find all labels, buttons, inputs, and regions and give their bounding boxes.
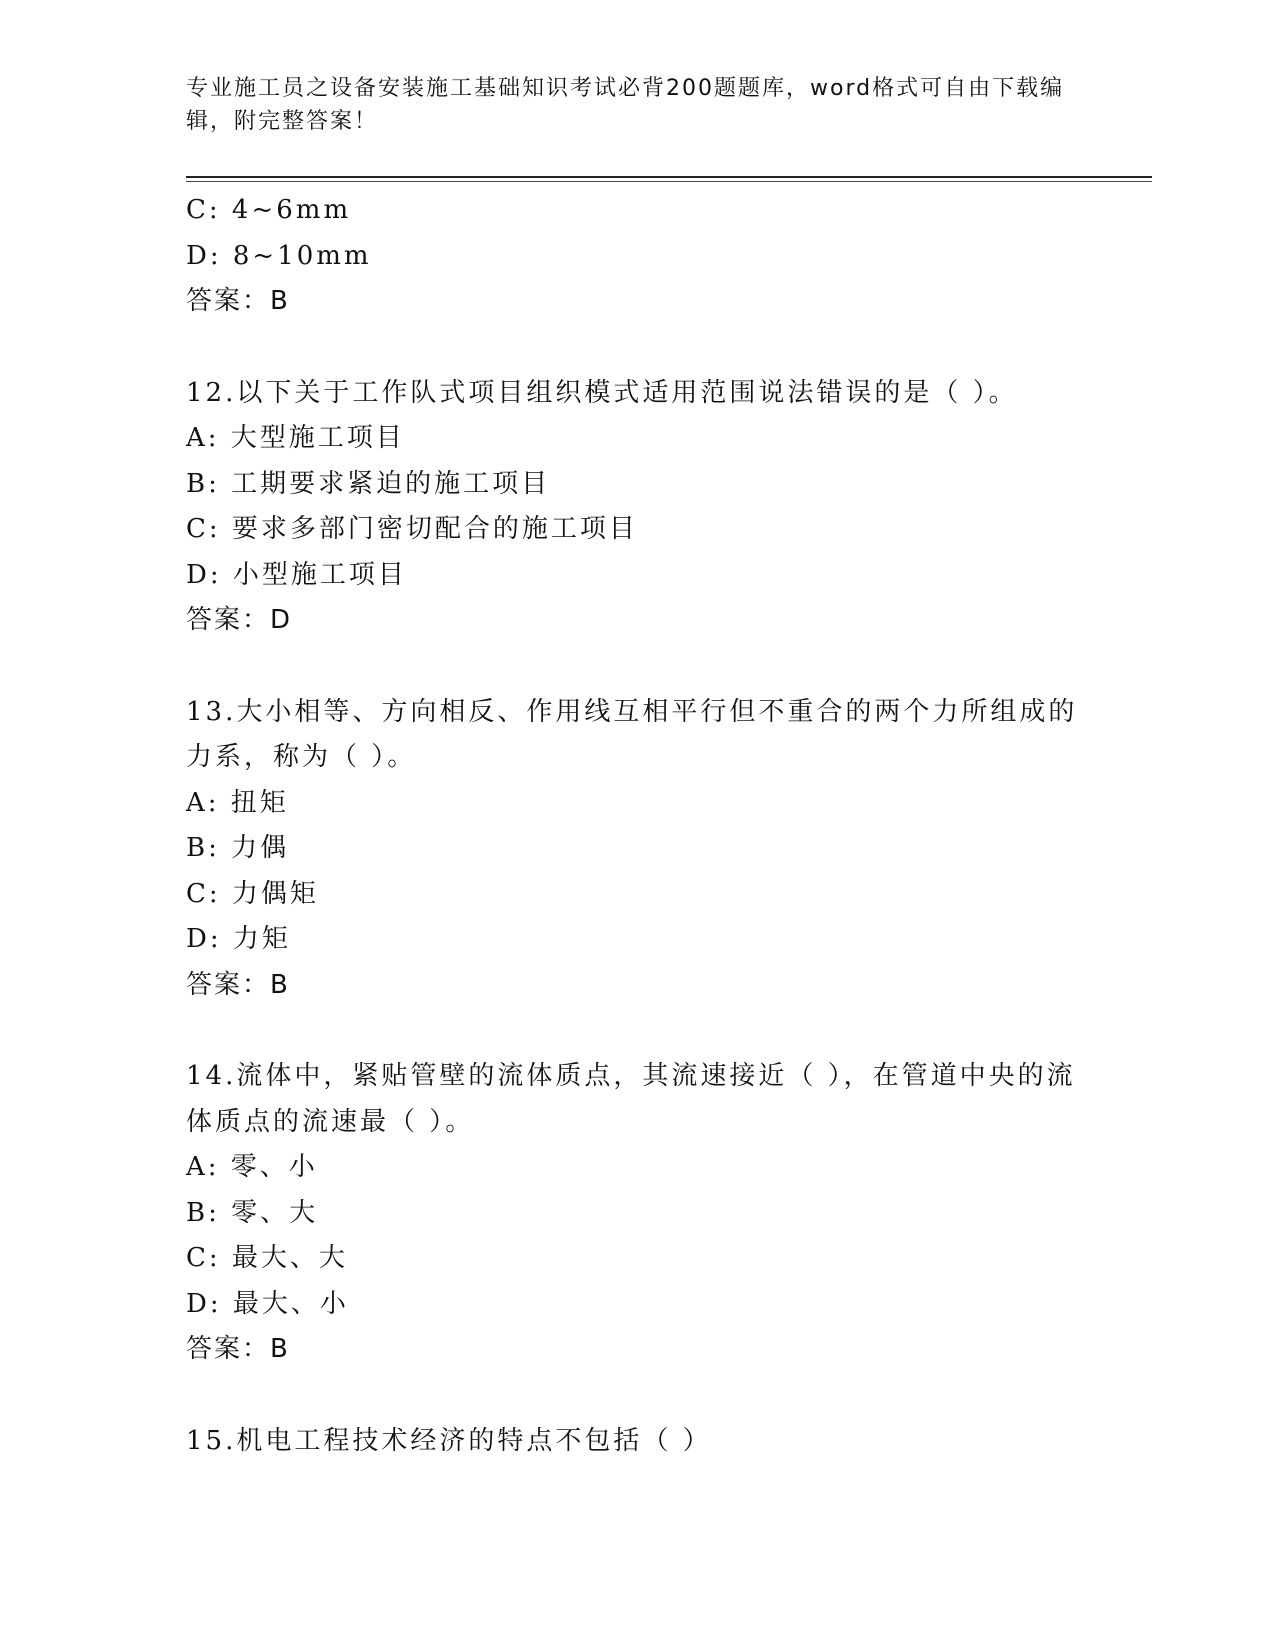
answer-line: 答案：D bbox=[186, 605, 293, 635]
question-stem: 15.机电工程技术经济的特点不包括（ ） bbox=[186, 1425, 712, 1456]
option-b: B: 工期要求紧迫的施工项目 bbox=[186, 468, 551, 499]
question-stem: 14.流体中，紧贴管壁的流体质点，其流速接近（ ），在管道中央的流体质点的流速最（ ）。 bbox=[186, 1061, 1076, 1137]
option-a: A: 零、小 bbox=[186, 1152, 318, 1182]
question-12 bbox=[186, 371, 1086, 644]
spacer bbox=[186, 325, 1086, 371]
spacer bbox=[186, 644, 1086, 690]
spacer bbox=[186, 1008, 1086, 1054]
option-d: D: 8~10mm bbox=[186, 240, 372, 271]
option-d: D: 小型施工项目 bbox=[186, 559, 407, 590]
question-14 bbox=[186, 1054, 1086, 1373]
header-divider-thin bbox=[186, 181, 1152, 182]
question-11-continued bbox=[186, 188, 1086, 325]
page-header-title: 专业施工员之设备安装施工基础知识考试必背200题题库，word格式可自由下载编辑，附完整答案！ bbox=[186, 76, 1065, 134]
option-d: D: 最大、小 bbox=[186, 1288, 349, 1319]
option-c: C: 要求多部门密切配合的施工项目 bbox=[186, 514, 638, 544]
question-stem: 12.以下关于工作队式项目组织模式适用范围说法错误的是（ ）。 bbox=[186, 377, 1018, 408]
answer-line: 答案：B bbox=[186, 1334, 290, 1364]
option-a: A: 大型施工项目 bbox=[186, 423, 405, 453]
spacer bbox=[186, 1373, 1086, 1419]
question-list bbox=[186, 188, 1086, 1464]
option-d: D: 力矩 bbox=[186, 924, 291, 954]
question-15 bbox=[186, 1419, 1086, 1465]
answer-line: 答案：B bbox=[186, 969, 290, 1000]
option-b: B: 零、大 bbox=[186, 1197, 319, 1228]
option-a: A: 扭矩 bbox=[186, 787, 289, 818]
option-c: C: 力偶矩 bbox=[186, 878, 319, 909]
option-c: C: 最大、大 bbox=[186, 1243, 348, 1273]
question-13 bbox=[186, 690, 1086, 1009]
header-divider-thick bbox=[186, 176, 1152, 178]
option-b: B: 力偶 bbox=[186, 833, 290, 863]
question-stem: 13.大小相等、方向相反、作用线互相平行但不重合的两个力所组成的力系，称为（ ）。 bbox=[186, 696, 1078, 772]
option-c: C: 4~6mm bbox=[186, 195, 352, 225]
answer-line: 答案：B bbox=[186, 286, 290, 316]
